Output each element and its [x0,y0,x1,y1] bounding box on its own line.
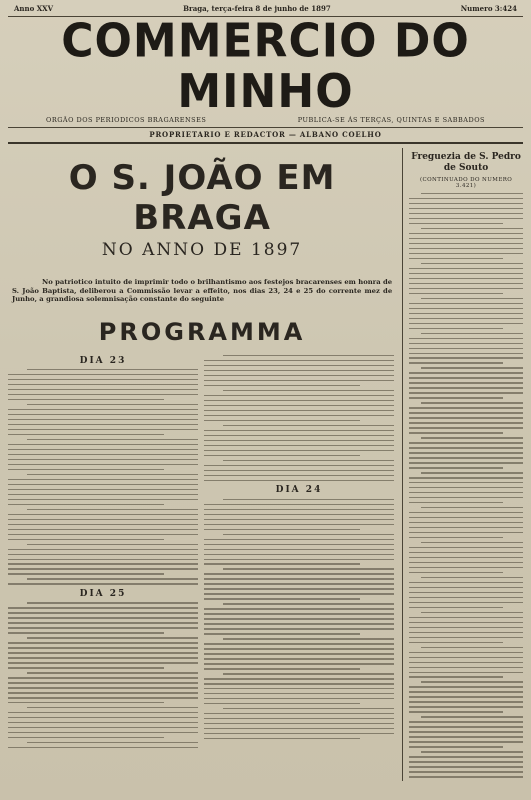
text-line [409,537,502,538]
text-line [204,539,394,540]
text-line [204,465,394,466]
text-line [204,554,394,555]
text-line [8,717,198,718]
text-line [409,746,502,747]
text-line [204,663,394,664]
text-line [204,728,394,729]
text-line [409,432,502,433]
text-line [8,499,198,500]
text-line [409,318,523,319]
text-line [8,632,164,633]
text-line [409,592,523,593]
right-top-text [204,355,394,481]
text-line [223,638,394,639]
text-line [8,489,198,490]
text-line [8,612,198,613]
text-line [204,514,394,515]
text-line [204,623,394,624]
text-line [409,637,523,638]
text-line [8,539,164,540]
text-line [409,726,523,727]
text-line [204,420,360,421]
text-line [204,613,394,614]
text-line [409,482,523,483]
text-line [409,642,502,643]
text-line [8,747,198,748]
text-line [204,628,394,629]
text-line [8,429,198,430]
text-line [409,557,523,558]
text-line [409,323,523,324]
main-article [8,148,403,781]
text-line [8,434,164,435]
text-line [204,410,394,411]
text-line [204,693,394,694]
text-line [409,662,523,663]
text-line [223,460,394,461]
text-line [204,524,394,525]
sidebar-column [403,148,523,781]
text-line [409,223,502,224]
text-line [421,507,523,508]
text-line [27,742,198,743]
text-line [409,462,523,463]
text-line [204,738,360,739]
text-line [409,676,502,677]
text-line [8,622,198,623]
text-line [409,552,523,553]
text-line [204,648,394,649]
text-line [27,637,198,638]
text-line [409,248,523,249]
text-line [204,733,394,734]
text-line [27,672,198,673]
text-line [409,512,523,513]
text-line [409,203,523,204]
text-line [409,243,523,244]
text-line [204,698,394,699]
text-line [409,741,523,742]
text-line [204,519,394,520]
text-line [204,678,394,679]
text-line [409,696,523,697]
text-line [8,409,198,410]
text-line [409,761,523,762]
text-line [27,578,198,579]
text-line [409,667,523,668]
day-23-text [8,369,198,585]
text-line [8,732,198,733]
text-line [204,415,394,416]
text-line [409,208,523,209]
lead-paragraph: No patriotico intuito de imprimir todo o brilhantismo aos festejos bracarenses em honra de S. João Baptista, deliberou a Commissão levar a effeito, nos dias 23, 24 e 25 do corrente mez de Junho, a grandiosa solemnisação constante do seguinte [12,278,393,303]
text-line [409,357,523,358]
issue-number: Numero 3:424 [460,3,517,13]
text-line [204,475,394,476]
text-line [8,399,164,400]
text-line [204,618,394,619]
programme-column-left [8,352,198,752]
text-line [8,712,198,713]
text-line [8,573,164,574]
text-line [8,379,198,380]
text-line [8,419,198,420]
text-line [204,504,394,505]
text-line [421,437,523,438]
text-line [409,338,523,339]
text-line [409,622,523,623]
text-line [204,688,394,689]
text-line [409,348,523,349]
text-line [421,472,523,473]
text-line [223,499,394,500]
text-line [8,464,198,465]
text-line [409,198,523,199]
text-line [8,414,198,415]
text-line [409,582,523,583]
text-line [409,382,523,383]
text-line [204,450,394,451]
dateline: Braga, terça-feira 8 de junho de 1897 [183,3,331,13]
text-line [409,736,523,737]
text-line [409,477,523,478]
text-line [223,568,394,569]
text-line [409,457,523,458]
text-line [409,711,502,712]
text-line [223,673,394,674]
text-line [27,369,198,370]
sidebar-title: Freguezia de S. Pedro de Souto [411,152,521,173]
text-line [204,395,394,396]
text-line [27,602,198,603]
text-line [409,756,523,757]
programme-columns [8,352,396,752]
text-line [204,509,394,510]
text-line [8,667,164,668]
text-line [8,583,198,584]
text-line [8,444,198,445]
text-line [8,722,198,723]
text-line [409,627,523,628]
text-line [409,607,502,608]
text-line [409,392,523,393]
text-line [409,706,523,707]
text-line [409,602,523,603]
text-line [8,514,198,515]
text-line [409,353,523,354]
text-line [27,544,198,545]
text-line [204,563,360,564]
text-line [204,593,394,594]
text-line [204,435,394,436]
text-line [421,542,523,543]
text-line [8,682,198,683]
text-line [409,452,523,453]
text-line [421,263,523,264]
text-line [204,544,394,545]
text-line [409,387,523,388]
text-line [204,370,394,371]
text-line [204,608,394,609]
text-line [8,677,198,678]
text-line [204,405,394,406]
text-line [409,567,523,568]
text-line [409,273,523,274]
text-line [204,430,394,431]
text-line [8,529,198,530]
text-line [204,529,360,530]
text-line [8,662,198,663]
text-line [409,776,523,777]
text-line [409,407,523,408]
programme-column-right [204,352,394,752]
text-line [223,708,394,709]
text-line [8,469,164,470]
page-body [8,148,523,781]
text-line [8,727,198,728]
text-line [409,427,523,428]
right-tagline: PUBLICA-SE ÁS TERÇAS, QUINTAS E SABBADOS [297,116,485,124]
text-line [409,527,523,528]
text-line [409,701,523,702]
text-line [409,632,523,633]
text-line [409,657,523,658]
text-line [8,504,164,505]
text-line [409,218,523,219]
text-line [204,578,394,579]
text-line [421,333,523,334]
text-line [8,647,198,648]
text-line [204,365,394,366]
text-line [409,377,523,378]
text-line [27,509,198,510]
text-line [421,681,523,682]
text-line [8,494,198,495]
text-line [409,691,523,692]
text-line [409,467,502,468]
text-line [204,588,394,589]
text-line [204,385,360,386]
text-line [409,731,523,732]
text-line [409,572,502,573]
text-line [409,492,523,493]
text-line [204,653,394,654]
text-line [409,652,523,653]
subhead: NO ANNO DE 1897 [101,240,303,260]
sidebar-text [409,193,523,778]
text-line [421,577,523,578]
text-line [8,627,198,628]
text-line [8,484,198,485]
text-line [8,424,198,425]
text-line [204,598,360,599]
text-line [8,479,198,480]
text-line [421,228,523,229]
text-line [409,771,523,772]
day-24-text [204,499,394,740]
text-line [204,713,394,714]
text-line [223,425,394,426]
day-25-text [8,602,198,748]
text-line [409,278,523,279]
text-line [204,583,394,584]
text-line [8,652,198,653]
text-line [421,716,523,717]
text-line [409,522,523,523]
text-line [409,672,523,673]
text-line [409,597,523,598]
text-line [409,213,523,214]
text-line [8,617,198,618]
text-line [409,397,502,398]
text-line [204,400,394,401]
text-line [409,313,523,314]
text-line [8,559,198,560]
text-line [409,362,502,363]
text-line [204,703,360,704]
proprietor-line: PROPRIETARIO E REDACTOR — ALBANO COELHO [8,127,523,144]
text-line [409,268,523,269]
text-line [409,238,523,239]
text-line [409,288,523,289]
text-line [204,455,360,456]
text-line [8,554,198,555]
masthead-title: COMMERCIO DO MINHO [61,14,470,119]
text-line [409,412,523,413]
text-line [409,562,523,563]
text-line [8,524,198,525]
programma-title: PROGRAMMA [98,317,306,346]
text-line [204,718,394,719]
text-line [8,454,198,455]
text-line [204,380,394,381]
text-line [409,686,523,687]
text-line [27,439,198,440]
day-23-title: DIA 23 [79,355,127,366]
text-line [409,372,523,373]
text-line [8,568,198,569]
text-line [409,233,523,234]
text-line [409,258,502,259]
text-line [409,442,523,443]
text-line [8,702,164,703]
text-line [8,697,198,698]
text-line [8,607,198,608]
text-line [409,502,502,503]
text-line [8,642,198,643]
text-line [8,449,198,450]
text-line [8,384,198,385]
text-line [421,647,523,648]
text-line [204,723,394,724]
text-line [223,603,394,604]
text-line [204,573,394,574]
text-line [409,422,523,423]
left-tagline: ORGÃO DOS PERIODICOS BRAGARENSES [46,116,207,124]
text-line [204,440,394,441]
text-line [421,193,523,194]
text-line [8,549,198,550]
text-line [421,402,523,403]
text-line [8,657,198,658]
text-line [8,563,198,564]
text-line [8,737,164,738]
text-line [409,293,502,294]
text-line [409,417,523,418]
text-line [409,308,523,309]
text-line [204,658,394,659]
text-line [409,447,523,448]
text-line [8,394,198,395]
day-25-title: DIA 25 [79,588,127,599]
text-line [8,692,198,693]
text-line [204,470,394,471]
text-line [8,389,198,390]
text-line [409,343,523,344]
text-line [409,517,523,518]
text-line [409,487,523,488]
text-line [27,474,198,475]
text-line [204,559,394,560]
day-24-title: DIA 24 [275,485,323,496]
text-line [421,298,523,299]
text-line [223,355,394,356]
text-line [421,612,523,613]
text-line [409,303,523,304]
sidebar-subtitle: (CONTINUADO DO NUMERO 3.421) [419,177,513,189]
text-line [204,375,394,376]
text-line [409,253,523,254]
text-line [204,549,394,550]
text-line [8,374,198,375]
text-line [8,459,198,460]
text-line [204,633,360,634]
text-line [223,390,394,391]
text-line [204,445,394,446]
text-line [27,707,198,708]
text-line [409,328,502,329]
text-line [204,668,360,669]
text-line [8,687,198,688]
text-line [409,532,523,533]
text-line [421,367,523,368]
text-line [409,547,523,548]
text-line [8,519,198,520]
text-line [204,480,394,481]
text-line [8,534,198,535]
text-line [27,404,198,405]
text-line [204,360,394,361]
text-line [409,587,523,588]
text-line [409,497,523,498]
headline: O S. JOÃO EM BRAGA [68,158,336,238]
text-line [409,283,523,284]
text-line [223,534,394,535]
text-line [421,751,523,752]
text-line [409,617,523,618]
text-line [204,683,394,684]
text-line [409,766,523,767]
text-line [204,643,394,644]
text-line [409,721,523,722]
year-label: Anno XXV [14,3,54,13]
